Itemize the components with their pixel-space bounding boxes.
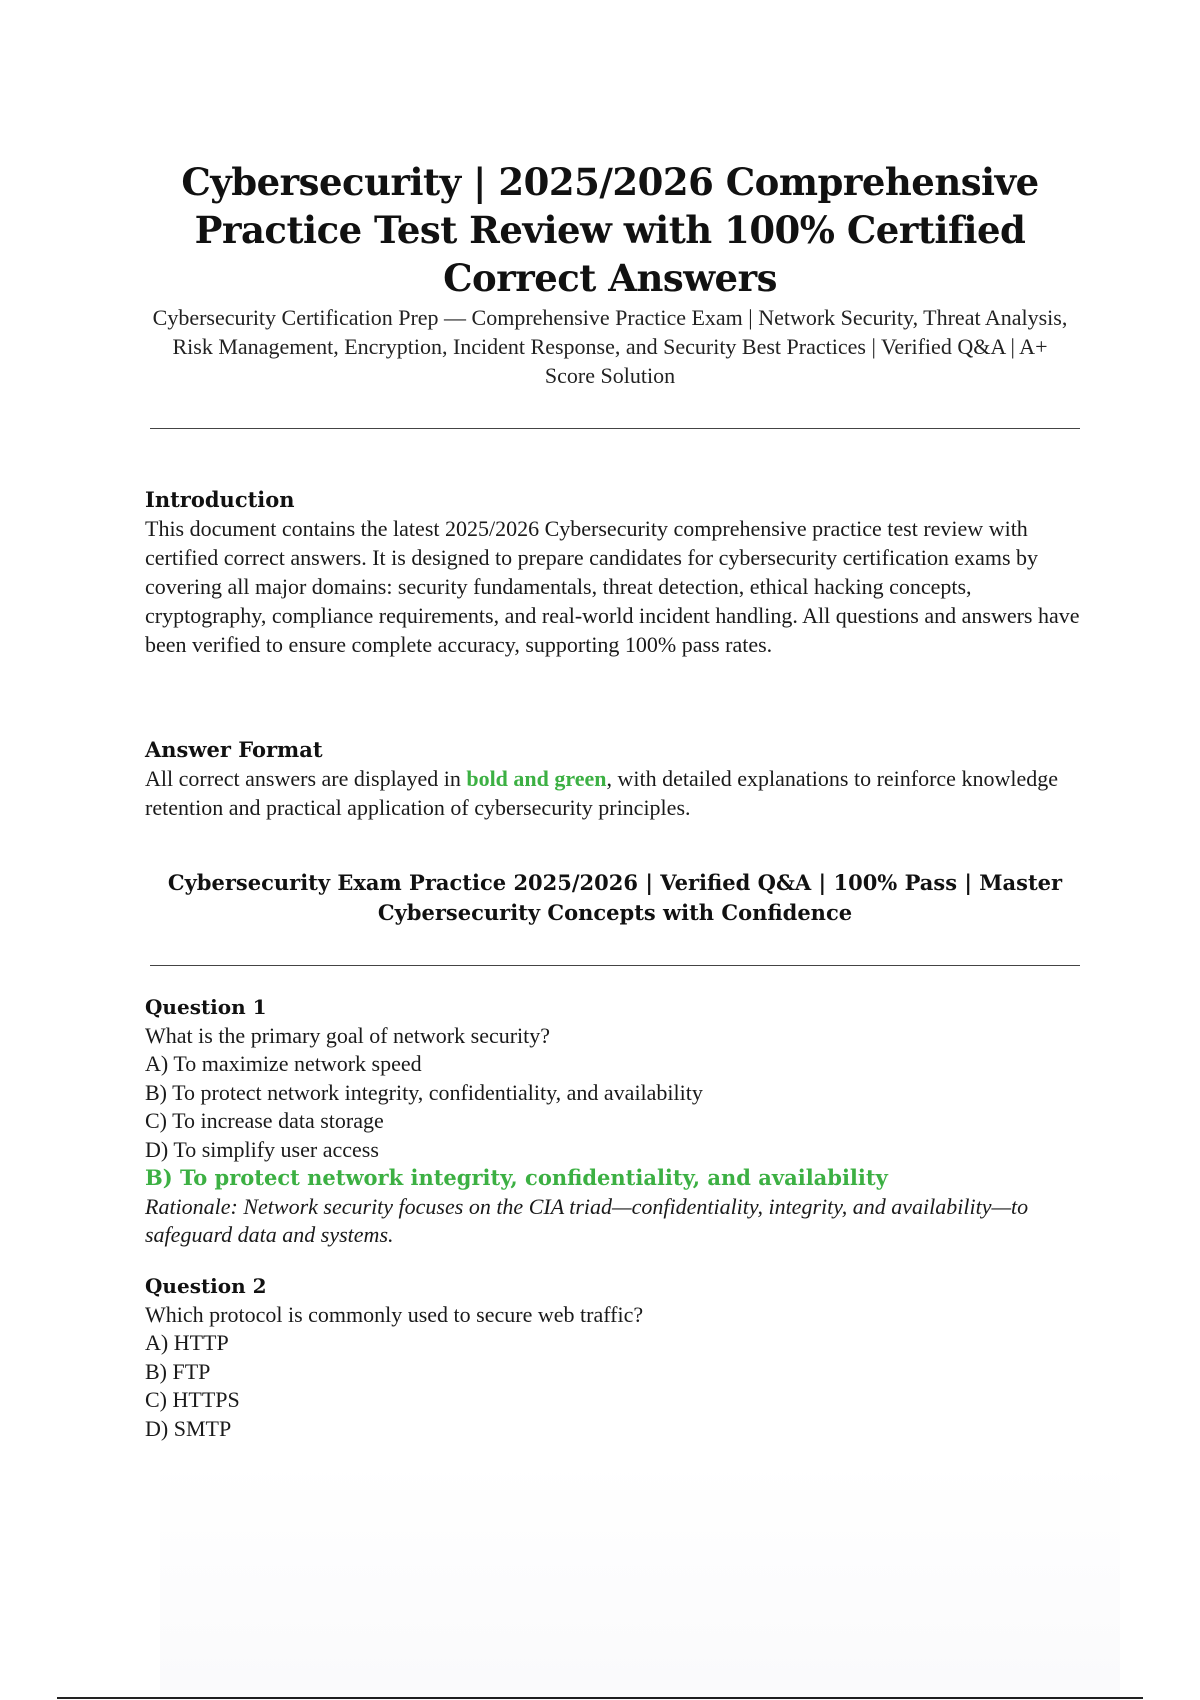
section-heading: Introduction bbox=[145, 487, 295, 512]
page-bottom-border bbox=[57, 1697, 1143, 1699]
introduction-section bbox=[145, 485, 1090, 659]
document-title: Cybersecurity | 2025/2026 Comprehensive Practice Test Review with 100% Certified Correct Answers bbox=[181, 160, 1039, 300]
answer-option: C) To increase data storage bbox=[145, 1108, 384, 1133]
section-heading: Answer Format bbox=[145, 737, 323, 762]
exam-banner: Cybersecurity Exam Practice 2025/2026 | Verified Q&A | 100% Pass | Master Cybersecurity Concepts with Confidence bbox=[167, 870, 1063, 925]
answer-option: D) To simplify user access bbox=[145, 1136, 379, 1162]
answer-option: A) HTTP bbox=[145, 1330, 229, 1355]
answer-format-text-after: , with detailed explanations to reinforce knowledge retention and practical application of cybersecurity principles. bbox=[145, 766, 1058, 820]
answer-format-text-before: All correct answers are displayed in bbox=[145, 766, 467, 791]
question-block bbox=[145, 1272, 1090, 1443]
answer-rationale: Rationale: Network security focuses on the CIA triad—confidentiality, integrity, and availability—to safeguard data and systems. bbox=[145, 1193, 1029, 1247]
answer-option: B) To protect network integrity, confidentiality, and availability bbox=[145, 1079, 703, 1105]
introduction-text: This document contains the latest 2025/2026 Cybersecurity comprehensive practice test review with certified correct answers. It is designed to prepare candidates for cybersecurity certification exams by covering all major domains: security fundamentals, threat detection, ethical hacking concepts, cryptography, compliance requirements, and real-world incident handling. All questions and answers have been verified to ensure complete accuracy, supporting 100% pass rates. bbox=[145, 516, 1080, 657]
divider bbox=[150, 428, 1080, 429]
question-label: Question 1 bbox=[145, 995, 267, 1019]
question-text: What is the primary goal of network security? bbox=[145, 1022, 551, 1048]
answer-option: C) HTTPS bbox=[145, 1387, 240, 1412]
answer-format-text bbox=[145, 764, 1090, 822]
answer-format-section bbox=[145, 735, 1090, 822]
divider bbox=[150, 965, 1080, 966]
question-text: Which protocol is commonly used to secure web traffic? bbox=[145, 1301, 644, 1327]
question-label: Question 2 bbox=[145, 1274, 267, 1298]
correct-answer: B) To protect network integrity, confidentiality, and availability bbox=[145, 1165, 888, 1190]
answer-option: A) To maximize network speed bbox=[145, 1051, 422, 1076]
document-subtitle: Cybersecurity Certification Prep — Comprehensive Practice Exam | Network Security, Threat Analysis, Risk Management, Encryption, Incident Response, and Security Best Practices | Verified Q&A | A+ Score Solution bbox=[152, 305, 1068, 388]
answer-format-highlight: bold and green bbox=[466, 766, 607, 791]
page-shading bbox=[160, 1460, 1120, 1690]
answer-option: B) FTP bbox=[145, 1358, 211, 1384]
answer-option: D) SMTP bbox=[145, 1415, 232, 1441]
question-block bbox=[145, 993, 1090, 1250]
